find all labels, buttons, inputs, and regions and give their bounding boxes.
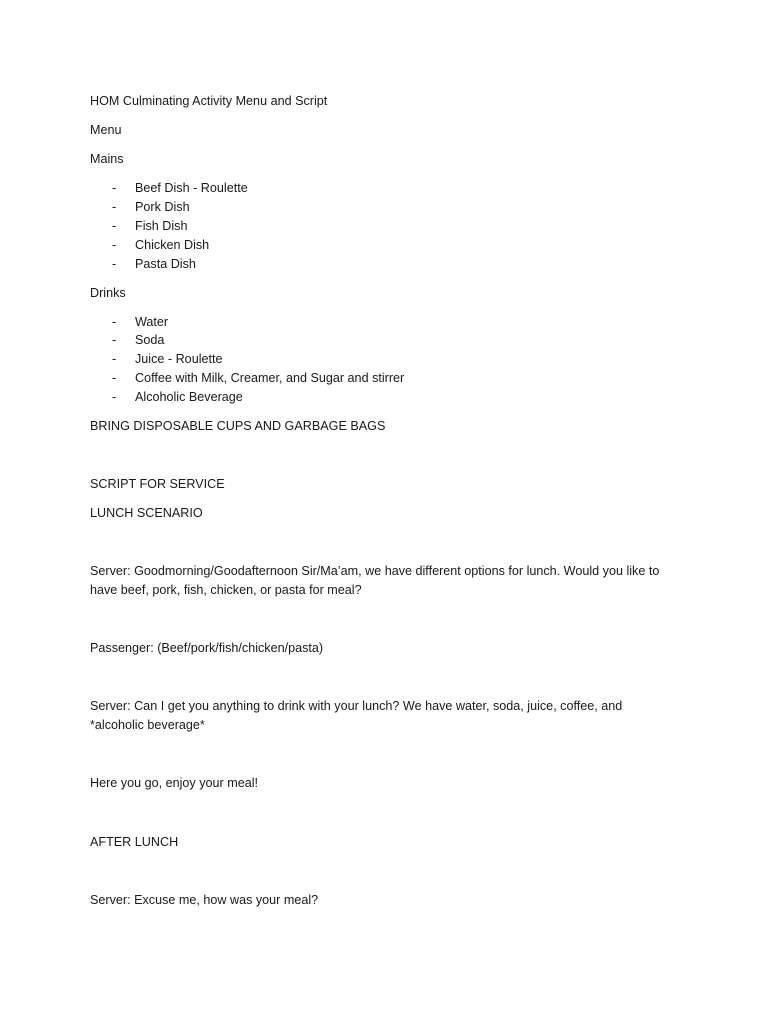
- after-lunch-heading: AFTER LUNCH: [90, 835, 179, 849]
- mains-heading: Mains: [90, 152, 124, 166]
- reminder-text: BRING DISPOSABLE CUPS AND GARBAGE BAGS: [90, 419, 386, 433]
- list-item-text: Pork Dish: [135, 200, 190, 214]
- bullet-marker: -: [112, 390, 117, 404]
- bullet-marker: -: [112, 257, 117, 271]
- bullet-marker: -: [112, 333, 117, 347]
- list-item-text: Alcoholic Beverage: [135, 390, 243, 404]
- server-dialogue-line: Server: Excuse me, how was your meal?: [90, 893, 319, 907]
- bullet-marker: -: [112, 352, 117, 366]
- bullet-marker: -: [112, 200, 117, 214]
- server-dialogue-line: Server: Goodmorning/Goodafternoon Sir/Ma’am, we have different options for lunch. Would you like to: [90, 564, 660, 578]
- menu-heading: Menu: [90, 123, 122, 137]
- passenger-dialogue-line: Passenger: (Beef/pork/fish/chicken/pasta): [90, 641, 324, 655]
- document-title: HOM Culminating Activity Menu and Script: [90, 94, 328, 108]
- bullet-marker: -: [112, 219, 117, 233]
- list-item-text: Coffee with Milk, Creamer, and Sugar and stirrer: [135, 371, 405, 385]
- server-dialogue-line: Server: Can I get you anything to drink with your lunch? We have water, soda, juice, coffee, and: [90, 699, 623, 713]
- server-dialogue-line: *alcoholic beverage*: [90, 718, 205, 732]
- bullet-marker: -: [112, 181, 117, 195]
- list-item-text: Chicken Dish: [135, 238, 210, 252]
- drinks-heading: Drinks: [90, 286, 126, 300]
- server-dialogue-line: have beef, pork, fish, chicken, or pasta for meal?: [90, 583, 362, 597]
- lunch-scenario-heading: LUNCH SCENARIO: [90, 506, 203, 520]
- list-item-text: Water: [135, 315, 169, 329]
- script-heading: SCRIPT FOR SERVICE: [90, 477, 225, 491]
- list-item-text: Beef Dish - Roulette: [135, 181, 248, 195]
- enjoy-meal-line: Here you go, enjoy your meal!: [90, 776, 259, 790]
- list-item-text: Fish Dish: [135, 219, 188, 233]
- bullet-marker: -: [112, 315, 117, 329]
- list-item-text: Soda: [135, 333, 165, 347]
- list-item-text: Pasta Dish: [135, 257, 196, 271]
- list-item-text: Juice - Roulette: [135, 352, 223, 366]
- bullet-marker: -: [112, 371, 117, 385]
- bullet-marker: -: [112, 238, 117, 252]
